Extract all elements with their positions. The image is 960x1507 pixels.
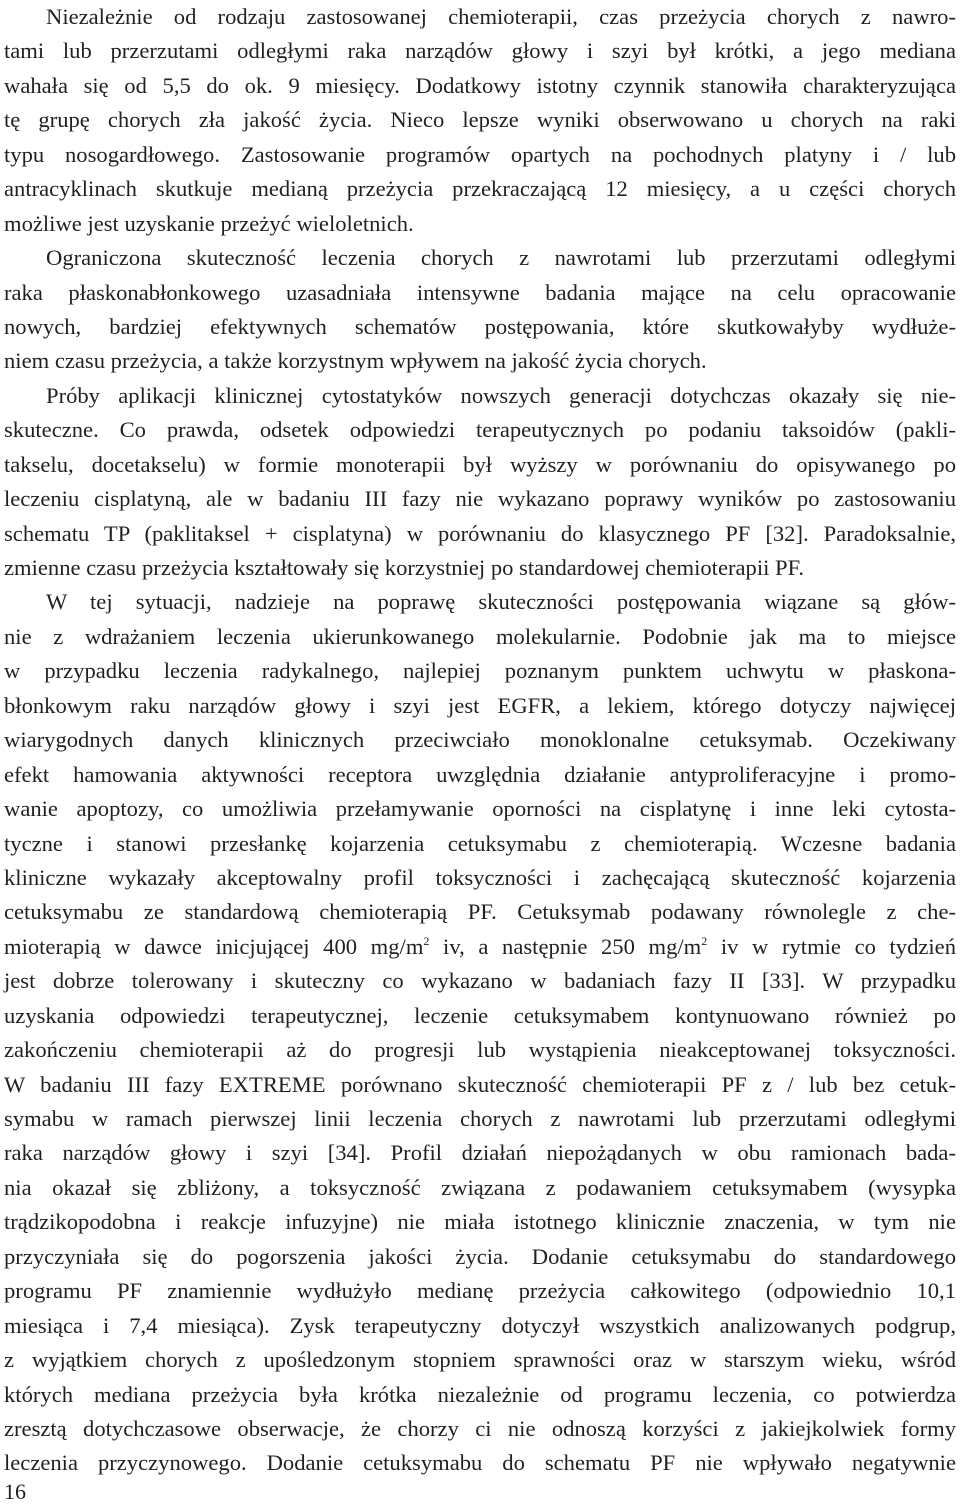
text-line: których mediana przeżycia była krótka niezależnie od programu leczenia, co potwierdza (4, 1381, 956, 1407)
text-line: symabu w ramach pierwszej linii leczenia chorych z nawrotami lub przerzutami odległymi (4, 1106, 956, 1131)
text-line: Ograniczona skuteczność leczenia chorych z nawrotami lub przerzutami odległymi (46, 245, 956, 271)
text-line: w przypadku leczenia radykalnego, najlepiej poznanym punktem uchwytu w płaskona- (4, 658, 956, 684)
text-line: nie z wdrażaniem leczenia ukierunkowanego molekularnie. Podobnie jak ma to miejsce (4, 623, 956, 649)
text-line: Niezależnie od rodzaju zastosowanej chemioterapii, czas przeżycia chorych z nawro- (46, 4, 956, 29)
text-line: W badaniu III fazy EXTREME porównano skuteczność chemioterapii PF z / lub bez cetuk- (4, 1071, 956, 1097)
text-line: takselu, docetakselu) w formie monoterapii był wyższy w porównaniu do opisywanego po (4, 451, 956, 477)
page-number: 16 (4, 1479, 26, 1504)
text-line: schematu TP (paklitaksel + cisplatyna) w porównaniu do klasycznego PF [32]. Paradoksalnie, (4, 520, 956, 546)
text-line: z wyjątkiem chorych z upośledzonym stopniem sprawności oraz w starszym wieku, wśród (4, 1347, 956, 1373)
text-segment: iv, a następnie 250 mg/m (429, 933, 702, 959)
text-line: leczeniu cisplatyną, ale w badaniu III fazy nie wykazano poprawy wyników po zastosowaniu (4, 486, 956, 512)
text-line: wahała się od 5,5 do ok. 9 miesięcy. Dodatkowy istotny czynnik stanowiła charakteryzująca (4, 72, 956, 98)
text-line: tę grupę chorych zła jakość życia. Nieco lepsze wyniki obserwowano u chorych na raki (4, 107, 956, 133)
text-line: raka narządów głowy i szyi [34]. Profil działań niepożądanych w obu ramionach bada- (4, 1140, 956, 1166)
text-line: możliwe jest uzyskanie przeżyć wieloletnich. (4, 210, 414, 236)
text-line: wanie apoptozy, co umożliwia przełamywanie oporności na cisplatynę i inne leki cytosta- (4, 796, 956, 822)
text-line: nia okazał się zbliżony, a toksyczność związana z podawaniem cetuksymabem (wysypka (4, 1174, 956, 1200)
text-line: leczenia przyczynowego. Dodanie cetuksymabu do schematu PF nie wpływało negatywnie (4, 1450, 956, 1476)
text-line: zmienne czasu przeżycia kształtowały się korzystniej po standardowej chemioterapii PF. (4, 555, 804, 580)
text-line: efekt hamowania aktywności receptora uwzględnia działanie antyproliferacyjne i promo- (4, 761, 956, 787)
text-line: kliniczne wykazały akceptowalny profil toksyczności i zachęcającą skuteczność kojarzenia (4, 864, 956, 890)
superscript: 2 (423, 933, 430, 948)
text-line: skuteczne. Co prawda, odsetek odpowiedzi terapeutycznych po podaniu taksoidów (pakli- (4, 417, 956, 443)
superscript: 2 (701, 933, 708, 948)
text-line: przyczyniała się do pogorszenia jakości życia. Dodanie cetuksymabu do standardowego (4, 1243, 956, 1269)
text-line: tami lub przerzutami odległymi raka narządów głowy i szyi był krótki, a jego mediana (4, 38, 956, 64)
text-segment: iv w rytmie co tydzień (707, 933, 957, 959)
text-line: Próby aplikacji klinicznej cytostatyków nowszych generacji dotychczas okazały się nie- (46, 382, 956, 408)
text-line: miesiąca i 7,4 miesiąca). Zysk terapeutyczny dotyczył wszystkich analizowanych podgrup, (4, 1312, 956, 1338)
text-line: wiarygodnych danych klinicznych przeciwciało monoklonalne cetuksymab. Oczekiwany (4, 727, 956, 753)
text-line (4, 930, 956, 964)
text-line: typu nosogardłowego. Zastosowanie programów opartych na pochodnych platyny i / lub (4, 141, 956, 167)
text-line: cetuksymabu ze standardową chemioterapią PF. Cetuksymab podawany równolegle z che- (4, 899, 956, 925)
text-line: antracyklinach skutkuje medianą przeżycia przekraczającą 12 miesięcy, a u części chorych (4, 176, 956, 202)
text-line: tyczne i stanowi przesłankę kojarzenia cetuksymabu z chemioterapią. Wczesne badania (4, 830, 956, 856)
text-line: błonkowym raku narządów głowy i szyi jest EGFR, a lekiem, którego dotyczy najwięcej (4, 692, 956, 718)
text-line: zakończeniu chemioterapii aż do progresji lub wystąpienia nieakceptowanej toksyczności. (4, 1037, 956, 1063)
text-line: jest dobrze tolerowany i skuteczny co wykazano w badaniach fazy II [33]. W przypadku (4, 968, 956, 994)
text-line: trądzikopodobna i reakcje infuzyjne) nie miała istotnego klinicznie znaczenia, w tym nie (4, 1209, 956, 1235)
text-line: programu PF znamiennie wydłużyło medianę przeżycia całkowitego (odpowiednio 10,1 (4, 1278, 956, 1304)
text-line: raka płaskonabłonkowego uzasadniała intensywne badania mające na celu opracowanie (4, 279, 956, 305)
text-line: nowych, bardziej efektywnych schematów postępowania, które skutkowałyby wydłuże- (4, 313, 956, 339)
text-segment: mioterapią w dawce inicjującej 400 mg/m (4, 933, 424, 959)
text-line: niem czasu przeżycia, a także korzystnym wpływem na jakość życia chorych. (4, 348, 707, 374)
body-text (4, 0, 956, 1481)
text-line: W tej sytuacji, nadzieje na poprawę skuteczności postępowania wiązane są głów- (46, 589, 956, 615)
text-line: uzyskania odpowiedzi terapeutycznej, leczenie cetuksymabem kontynuowano również po (4, 1002, 956, 1028)
text-line: zresztą dotychczasowe obserwacje, że chorzy ci nie odnoszą korzyści z jakiejkolwiek formy (4, 1415, 956, 1441)
